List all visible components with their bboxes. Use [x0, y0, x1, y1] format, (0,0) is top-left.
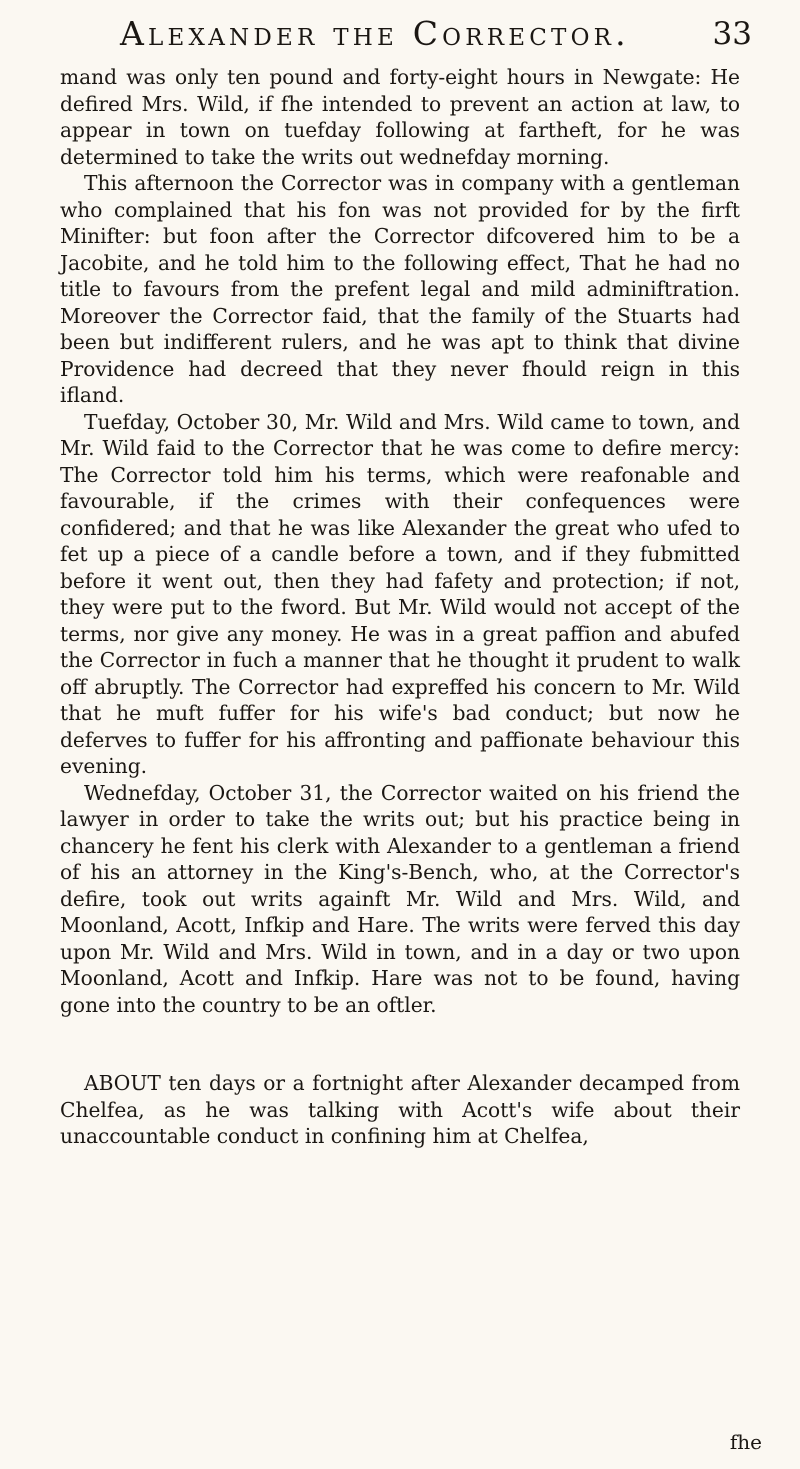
running-title: Alexander the Corrector. — [120, 14, 630, 53]
page-number: 33 — [712, 16, 752, 52]
page-header — [120, 14, 760, 60]
paragraph-1: mand was only ten pound and forty-eight hours in Newgate: He defired Mrs. Wild, if fhe intended to prevent an action at law, to appear in town on tuefday following at fartheft, for he was determined to take the writs out wednefday morning. — [60, 65, 740, 169]
body-text — [60, 64, 740, 1150]
paragraph-3: Tuefday, October 30, Mr. Wild and Mrs. Wild came to town, and Mr. Wild faid to the Corrector that he was come to defire mercy: The Corrector told him his terms, which were reafonable and favourable, if the crimes with their confequences were confidered; and that he was like Alexander the great who ufed to fet up a piece of a candle before a town, and if they fubmitted before it went out, then they had fafety and protection; if not, they were put to the fword. But Mr. Wild would not accept of the terms, nor give any money. He was in a great paffion and abufed the Corrector in fuch a manner that he thought it prudent to walk off abruptly. The Corrector had expreffed his concern to Mr. Wild that he muft fuffer for his wife's bad conduct; but now he deferves to fuffer for his affronting and paffionate behaviour this evening. — [60, 409, 740, 778]
catchword: fhe — [729, 1430, 762, 1454]
paragraph-5: ABOUT ten days or a fortnight after Alexander decamped from Chelfea, as he was talking with Acott's wife about their unaccountable conduct in confining him at Chelfea, — [60, 1071, 740, 1148]
paragraph-4: Wednefday, October 31, the Corrector waited on his friend the lawyer in order to take the writs out; but his practice being in chancery he fent his clerk with Alexander to a gentleman a friend of his an attorney in the King's-Bench, who, at the Corrector's defire, took out writs againft Mr. Wild and Mrs. Wild, and Moonland, Acott, Infkip and Hare. The writs were ferved this day upon Mr. Wild and Mrs. Wild in town, and in a day or two upon Moonland, Acott and Infkip. Hare was not to be found, having gone into the country to be an oftler. — [60, 780, 740, 1017]
paragraph-2: This afternoon the Corrector was in company with a gentleman who complained that his fon was not provided for by the firft Minifter: but foon after the Corrector difcovered him to be a Jacobite, and he told him to the following effect, That he had no title to favours from the prefent legal and mild adminiftration. Moreover the Corrector faid, that the family of the Stuarts had been but indifferent rulers, and he was apt to think that divine Providence had decreed that they never fhould reign in this ifland. — [60, 171, 740, 407]
